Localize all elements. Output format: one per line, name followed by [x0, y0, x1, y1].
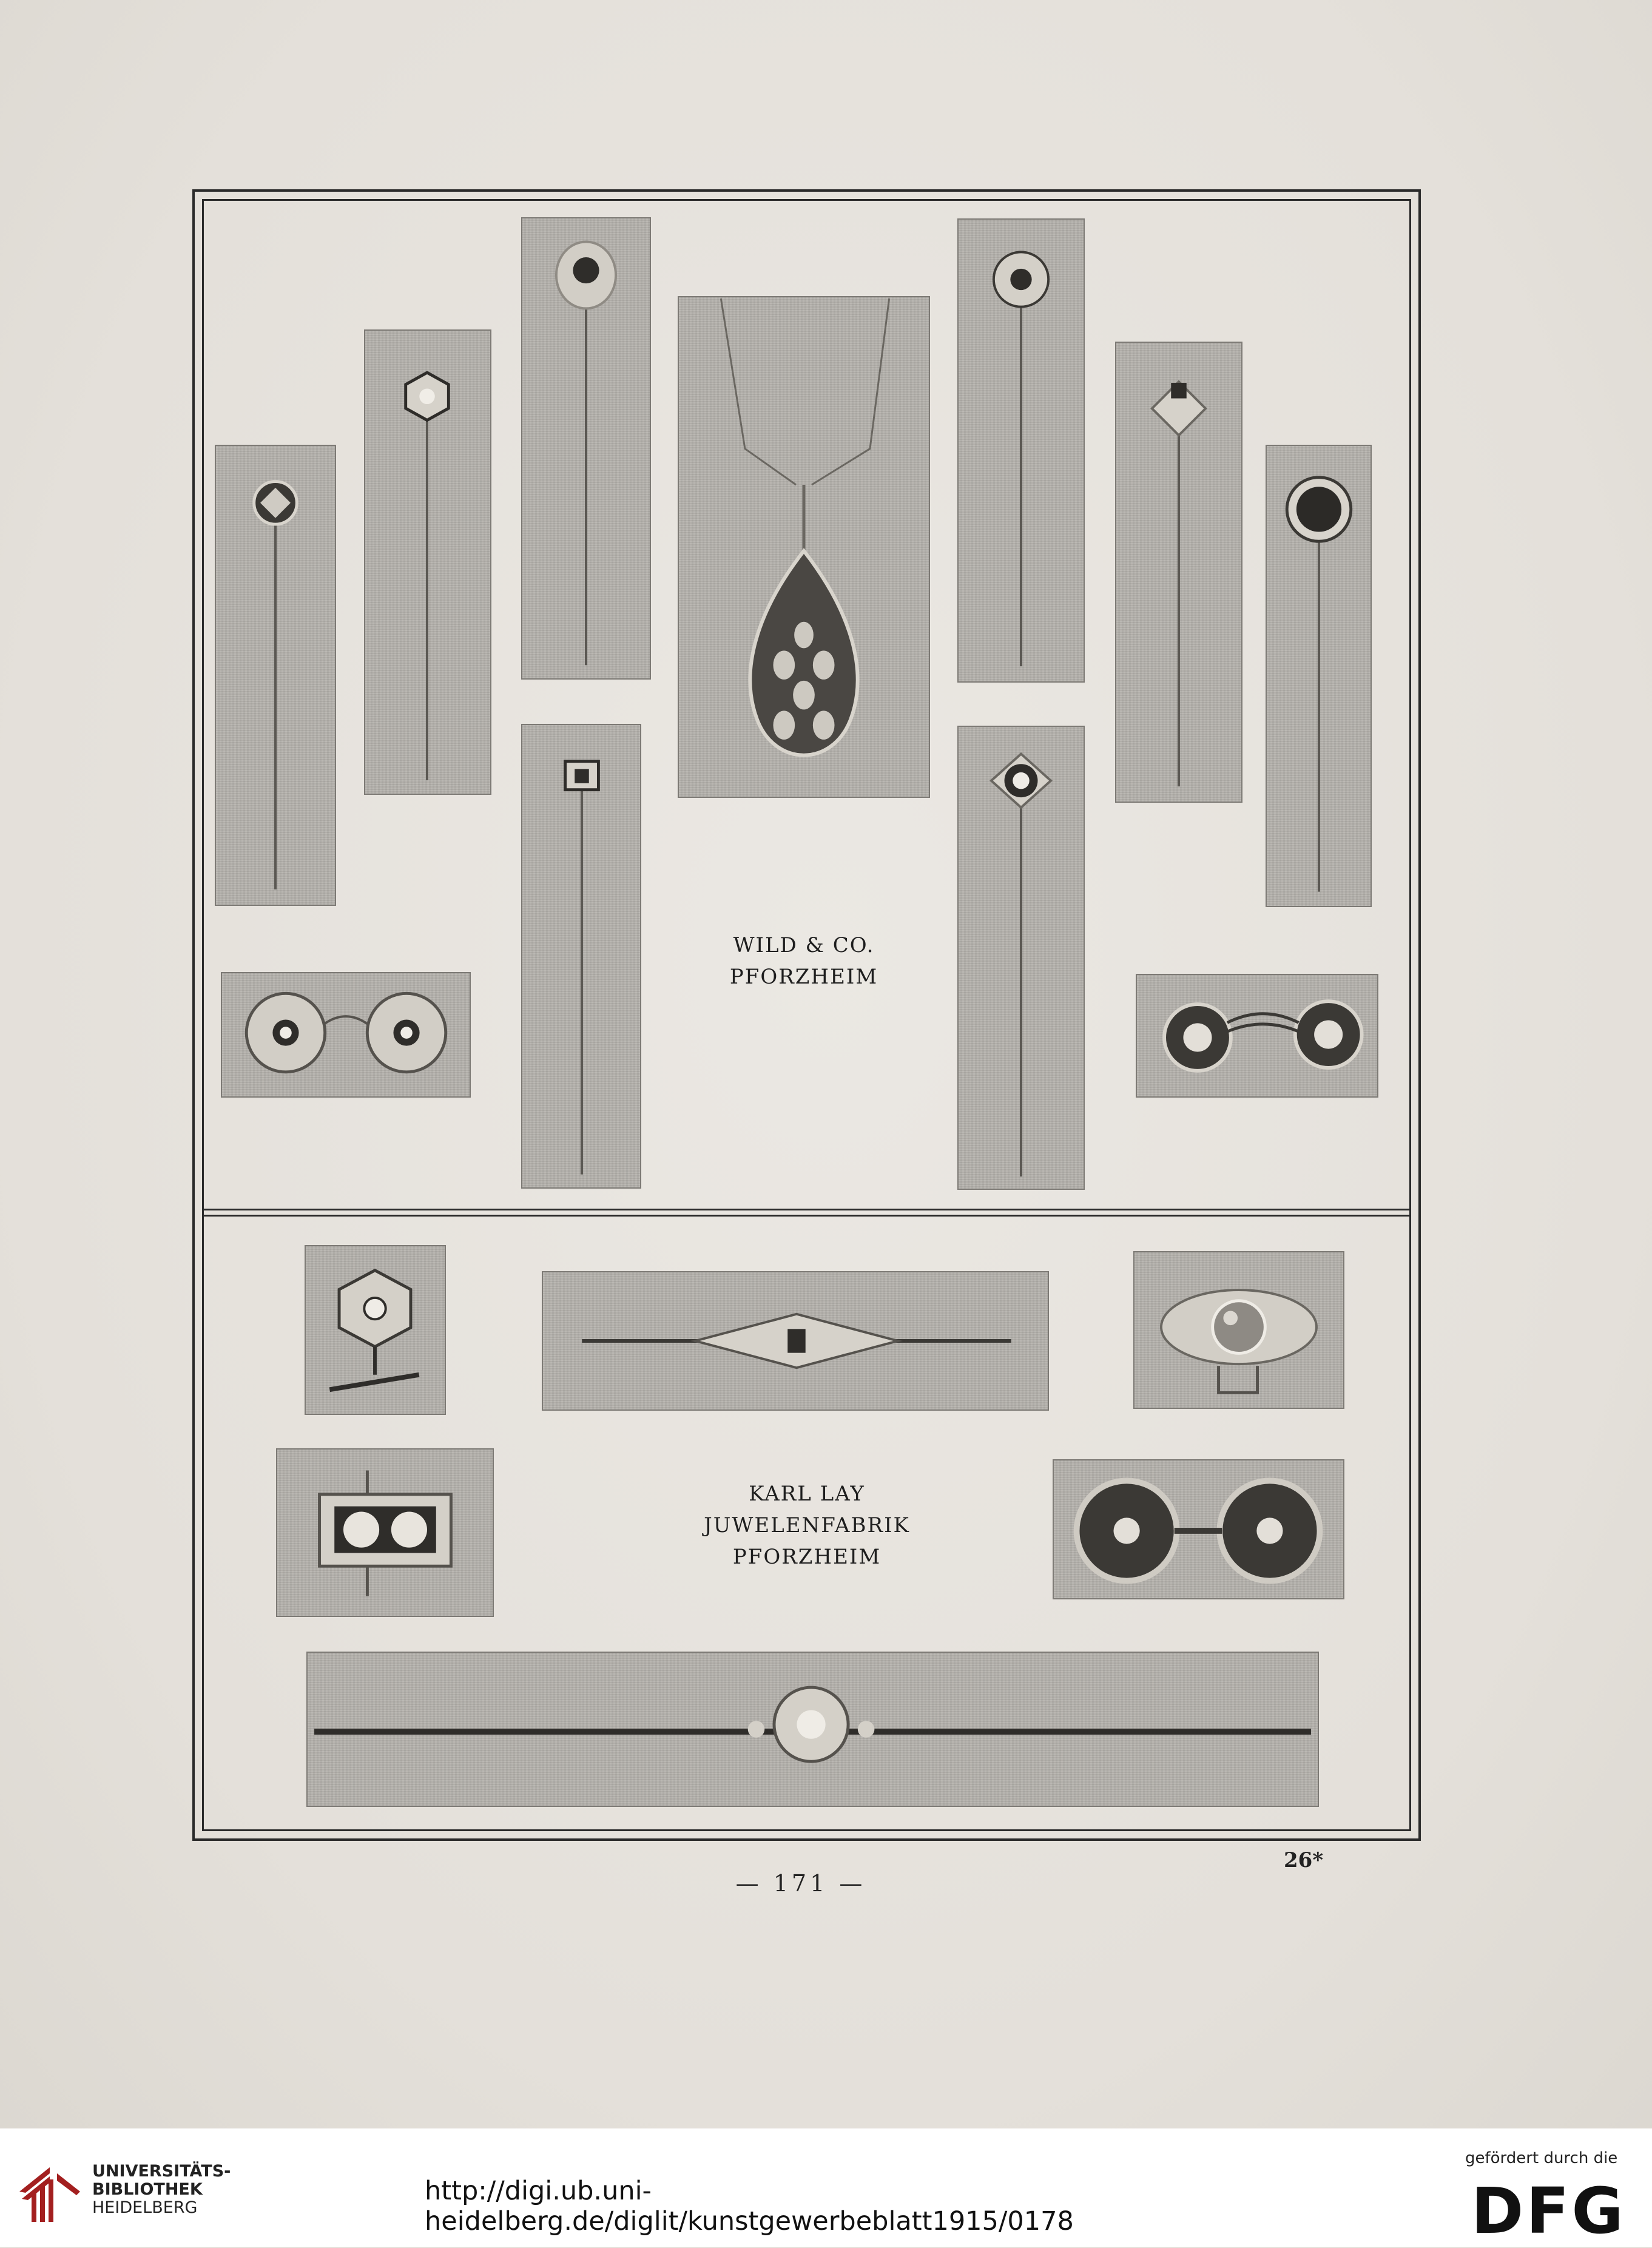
caption-karl-lay	[661, 1478, 952, 1573]
company-city: PFORZHEIM	[729, 965, 878, 989]
company-name: KARL LAY	[749, 1482, 865, 1506]
source-url-link[interactable]: http://digi.ub.uni-heidelberg.de/diglit/kunstgewerbeblatt1915/0178	[425, 2176, 1074, 2236]
section-divider-top	[202, 1209, 1411, 1210]
dfg-logo: DFG	[1471, 2174, 1626, 2248]
photo-bracelet	[306, 1652, 1319, 1807]
university-library-name: UNIVERSITÄTS- BIBLIOTHEK HEIDELBERG	[92, 2162, 231, 2217]
photo-pendant-necklace	[678, 296, 930, 798]
photo-stickpin-8	[957, 726, 1085, 1190]
photo-cufflinks-round	[1053, 1459, 1344, 1599]
photo-ring-rectangular	[276, 1448, 494, 1617]
section-divider-bottom	[202, 1215, 1411, 1217]
caption-wild-co	[683, 930, 925, 993]
photo-cufflinks-1	[221, 972, 471, 1098]
photo-stickpin-5	[1115, 342, 1242, 803]
photo-stickpin-4	[957, 218, 1085, 683]
signature-mark: 26*	[1284, 1848, 1324, 1872]
footer-bar	[0, 2128, 1652, 2247]
photo-stickpin-7	[521, 724, 641, 1189]
university-library-logo-icon	[13, 2155, 90, 2227]
company-subtitle: JUWELENFABRIK	[704, 1513, 910, 1537]
photo-stickpin-6	[1266, 445, 1372, 907]
funding-label: gefördert durch die	[1465, 2149, 1618, 2167]
photo-stickpin-2	[364, 329, 491, 795]
photo-stickpin-3	[521, 217, 651, 680]
photo-stickpin-1	[215, 445, 336, 906]
photo-ring-pearl	[1133, 1251, 1344, 1409]
company-city: PFORZHEIM	[732, 1545, 882, 1569]
company-name: WILD & CO.	[733, 933, 875, 957]
photo-cufflinks-2	[1136, 974, 1378, 1098]
photo-bar-brooch	[542, 1271, 1049, 1411]
photo-cufflink-hex	[305, 1245, 446, 1415]
page-number: — 171 —	[735, 1870, 866, 1897]
